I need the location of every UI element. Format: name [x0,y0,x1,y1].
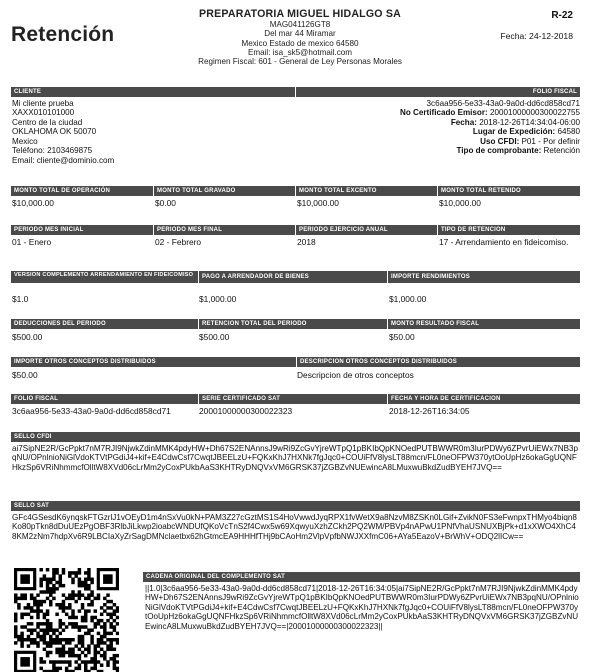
lugar-label: Lugar de Expedición: [472,127,556,137]
cliente-details [12,99,292,165]
montos-value: $10,000.00 [12,198,54,208]
folio-fiscal-header: FOLIO FISCAL [532,89,577,95]
periodo-value: 02 - Febrero [155,237,202,247]
qr-code-icon [14,568,119,672]
cliente-line: Centro de la ciudad [12,117,83,127]
sello-cfdi-band [11,432,580,442]
otros-value: $50.00 [12,370,38,380]
montos-value: $10,000.00 [297,198,339,208]
cliente-line: OKLAHOMA OK 50070 [12,127,97,137]
qr-code-graphic [14,568,119,672]
montos-header: MONTO TOTAL RETENIDO [437,186,580,196]
montos-header: MONTO TOTAL DE OPERACIÓN [14,188,111,194]
complemento-value: $1,000.00 [199,294,237,304]
certificacion-value: 20001000000300022323 [199,406,293,416]
otros-header: IMPORTE OTROS CONCEPTOS DISTRIBUIDOS [14,359,156,365]
cliente-line: Mexico [12,136,38,146]
complemento-band [11,271,580,283]
sello-sat-header: SELLO SAT [14,503,50,509]
tipo-row [400,146,580,155]
cliente-band [11,87,580,97]
periodo-header: TIPO DE RETENCION [437,225,580,235]
periodo-header: PERIODO EJERCICIO ANUAL [295,225,437,235]
certificacion-value: 3c6aa956-5e33-43a0-9a0d-dd6cd858cd71 [12,406,171,416]
montos-value: $10,000.00 [439,198,481,208]
emisor-details [400,99,580,156]
tipo-value: Retención [543,146,580,156]
fecha-value: 2018-12-26T14:34:04-06:00 [479,117,580,127]
certificacion-value: 2018-12-26T16:34:05 [389,406,470,416]
cadena-header: CADENA ORIGINAL DEL COMPLEMENTO SAT [146,574,286,580]
cadena-text: ||1.0|3c6aa956-5e33-43a0-9a0d-dd6cd858cd71|2018-12-26T16:34:05|ai7SipNE2R/GcPpkt7nM7RJI9NjwkZdinMMK4pdyHW+Dh67S2ENAnnsJ9wRi9ZcGvYjreWTpQ1pBKIbQpKNOedPUTBWWR0m3IurPDWy6ZPvrUiEWx7NB3pqNU/OPnlnioNiGlVdoKTVtPGdiJ4+kif+E4CdwCsf7CwqtJBEELzU+FQKxKhJ7HXNk7fgJqc0+COUiFfV8lysLT88mcn/FL0neOFPW370ytOoUpHz6okaGgUQNFHkzSp6VRiNhmmcfOlltW8XVd06cLrMm2yCoxPUkbAaS3KHTRyDNQVxVM6GRSK37jZGBZvNUEwincA8LMuxwuBkdZudBYEH7JVQ==|20001000000300022323|| [145,584,579,631]
company-street: Del mar 44 Miramar [264,29,336,39]
montos-band [11,186,580,196]
deducciones-header: RETENCION TOTAL DEL PERIODO [198,319,387,329]
montos-value: $0.00 [155,198,176,208]
periodo-value: 2018 [297,237,316,247]
periodo-value: 17 - Arrendamiento en fideicomiso. [439,237,569,247]
complemento-value: $1.0 [12,294,29,304]
deducciones-value: $50.00 [389,332,415,342]
cert-emisor-label: No Certificado Emisor: [400,108,488,118]
certificacion-header: FECHA Y HORA DE CERTIFICACION [387,394,580,404]
cliente-line: Mi cliente prueba [12,99,74,108]
montos-header: MONTO TOTAL GRAVADO [153,186,295,196]
lugar-row [400,127,580,136]
complemento-header: IMPORTE RENDIMIENTOS [387,271,580,283]
otros-value: Descripcion de otros conceptos [297,370,414,380]
company-info [175,8,425,67]
complemento-value: $1,000.00 [389,294,427,304]
complemento-header: PAGO A ARRENDADOR DE BIENES [198,271,387,283]
fecha-row [400,118,580,127]
deducciones-header: DEDUCCIONES DEL PERIODO [14,321,106,327]
company-email: Email: isa_sk5@hotmail.com [247,48,353,58]
deducciones-value: $500.00 [199,332,230,342]
sello-cfdi-header: SELLO CFDI [14,434,52,440]
cliente-line: XAXX010101000 [12,108,75,118]
company-name: PREPARATORIA MIGUEL HIDALGO SA [199,8,401,20]
sello-sat-band [11,501,580,511]
tipo-label: Tipo de comprobante: [456,146,542,156]
complemento-header: VERSION COMPLEMENTO ARRENDAMIENTO EN FIDEICOMISO [14,271,194,278]
cliente-header: CLIENTE [14,89,42,95]
periodo-header: PERIODO MES INICIAL [14,227,84,233]
periodo-band [11,225,580,235]
cert-emisor-row [400,108,580,117]
cliente-line: Email: cliente@dominio.com [12,155,115,165]
cadena-band [143,572,580,582]
sello-sat-text: GFc4GSesdK6ynqskFTGzrlJ1vOEyD1m4nSxVu0kN+PAM3Z27cGztMS1S4HoVwwdJyqRPX1fvWetX9a8NzvM8ZSKn0LGif+ZvikN0FS3eFwnpxTHMyo4biqn8Ko80pTkn8dDuUEzPgOBF3RlbJiLkwp2ioabcWNDUfQKoVcTnS2f4Cwx5w69XqwyuXzhZCkh2PQ2WM/PBVp4nAPwU1PNfVhaUSNUXBjPk+d1xXWO4XhC48KM2zNm7hdpXv6R9LBCIaXyZrSagDMNclaetbx62hGtmcEA9HHHfTHj9bCAoHm2VlpVpfbNWJXXfmC06+AYa5EazoV+BrWhV+ODQ2lICw== [12,513,577,541]
certificacion-header: SERIE CERTIFICADO SAT [198,394,387,404]
deducciones-value: $500.00 [12,332,43,342]
periodo-value: 01 - Enero [12,237,52,247]
company-city: Mexico Estado de mexico 64580 [241,38,359,48]
company-regimen: Regimen Fiscal: 601 - General de Ley Personas Morales [198,57,402,67]
deducciones-header: MONTO RESULTADO FISCAL [387,319,580,329]
cliente-line: Teléfono: 2103469875 [12,146,93,156]
certificacion-header: FOLIO FISCAL [14,396,59,402]
folio-tag: R-22 [551,10,573,21]
company-rfc: MAG041126GT8 [269,20,331,30]
fecha-label: Fecha: [450,117,477,127]
deducciones-band [11,319,580,329]
periodo-header: PERIODO MES FINAL [153,225,295,235]
header-fecha: Fecha: 24-12-2018 [500,31,573,41]
montos-header: MONTO TOTAL EXCENTO [295,186,437,196]
cert-emisor-value: 20001000000300022755 [489,108,580,118]
folio-fiscal-value: 3c6aa956-5e33-43a0-9a0d-dd6cd858cd71 [426,99,580,108]
certificacion-band [11,394,580,404]
uso-label: Uso CFDI: [480,136,520,146]
sello-cfdi-text: ai7SipNE2R/GcPpkt7nM7RJI9NjwkZdinMMK4pdyHW+Dh67S2ENAnnsJ9wRi9ZcGvYjreWTpQ1pBKIbQpKNOedPUTBWWR0m3IurPDWy6ZPvrUiEWx7NB3pqNU/OPnlnioNiGlVdoKTVtPGdiJ4+kif+E4CdwCsf7CwqtJBEELzU+FQKxKhJ7HXNk7fgJqc0+COUiFfV8lysLT88mcn/FL0neOFPW370ytOoUpHz6okaGgUQNFHkzSp6VRiNhmmcfOlltW8XVd06cLrMm2yCoxPUkbAaS3KHTRyDNQVxVM6GRSK37jZGBZvNUEwincA8LMuxwuBkdZudBYEH7JVQ== [12,444,578,472]
uso-value: P01 - Por definir [521,136,580,146]
lugar-value: 64580 [557,127,580,137]
otros-band [11,357,580,367]
otros-header: DESCRIPCION OTROS CONCEPTOS DISTRIBUIDOS [296,357,580,367]
uso-row [400,137,580,146]
document-title: Retención [11,23,115,46]
